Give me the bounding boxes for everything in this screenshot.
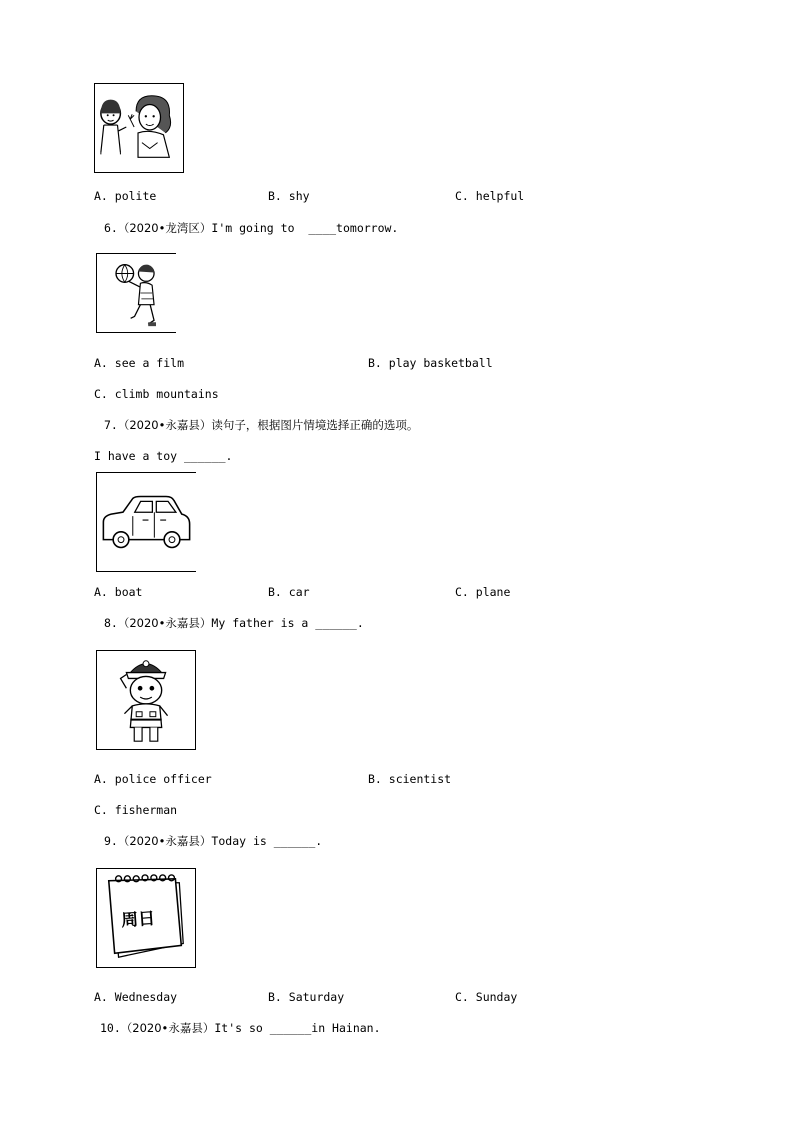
q9-number: 9. bbox=[104, 834, 118, 848]
q6-picture-basketball-player bbox=[96, 253, 176, 333]
q9-option-a: A. Wednesday bbox=[94, 990, 178, 1004]
q8-source: （2020•永嘉县） bbox=[117, 616, 212, 630]
q7-source: （2020•永嘉县） bbox=[117, 418, 212, 432]
q9-prompt bbox=[104, 833, 322, 849]
q8-prompt bbox=[104, 615, 364, 631]
q8-text: My father is a ______. bbox=[211, 616, 364, 630]
q5-option-a: A. polite bbox=[94, 189, 157, 203]
q9-source: （2020•永嘉县） bbox=[117, 834, 212, 848]
q9-picture-calendar bbox=[96, 868, 196, 968]
q5-option-c: C. helpful bbox=[455, 189, 525, 203]
q6-source: （2020•龙湾区） bbox=[117, 221, 212, 235]
q7-option-c: C. plane bbox=[455, 585, 511, 599]
q6-option-a: A. see a film bbox=[94, 356, 185, 370]
q5-picture-two-people bbox=[94, 83, 184, 173]
q8-option-b: B. scientist bbox=[368, 772, 452, 786]
q6-option-b: B. play basketball bbox=[368, 356, 493, 370]
q6-option-c: C. climb mountains bbox=[94, 387, 219, 401]
q8-option-c: C. fisherman bbox=[94, 803, 178, 817]
q5-option-b: B. shy bbox=[268, 189, 310, 203]
q7-number: 7. bbox=[104, 418, 118, 432]
q7-sentence: I have a toy ______. bbox=[94, 449, 233, 463]
q10-number: 10. bbox=[100, 1021, 121, 1035]
calendar-label: 周日 bbox=[120, 908, 156, 932]
q6-number: 6. bbox=[104, 221, 118, 235]
q10-prompt bbox=[100, 1020, 381, 1036]
q6-text: I'm going to ____tomorrow. bbox=[211, 221, 399, 235]
q8-picture-police-officer bbox=[96, 650, 196, 750]
q9-option-c: C. Sunday bbox=[455, 990, 518, 1004]
q7-option-a: A. boat bbox=[94, 585, 143, 599]
q7-picture-toy-car bbox=[96, 472, 196, 572]
q9-option-b: B. Saturday bbox=[268, 990, 345, 1004]
q7-option-b: B. car bbox=[268, 585, 310, 599]
q9-text: Today is ______. bbox=[211, 834, 323, 848]
q10-source: （2020•永嘉县） bbox=[120, 1021, 215, 1035]
q10-text: It's so ______in Hainan. bbox=[214, 1021, 381, 1035]
q8-option-a: A. police officer bbox=[94, 772, 212, 786]
q8-number: 8. bbox=[104, 616, 118, 630]
q7-prompt bbox=[104, 417, 418, 433]
q6-prompt bbox=[104, 220, 398, 236]
q7-instruction: 读句子，根据图片情境选择正确的选项。 bbox=[211, 418, 419, 432]
